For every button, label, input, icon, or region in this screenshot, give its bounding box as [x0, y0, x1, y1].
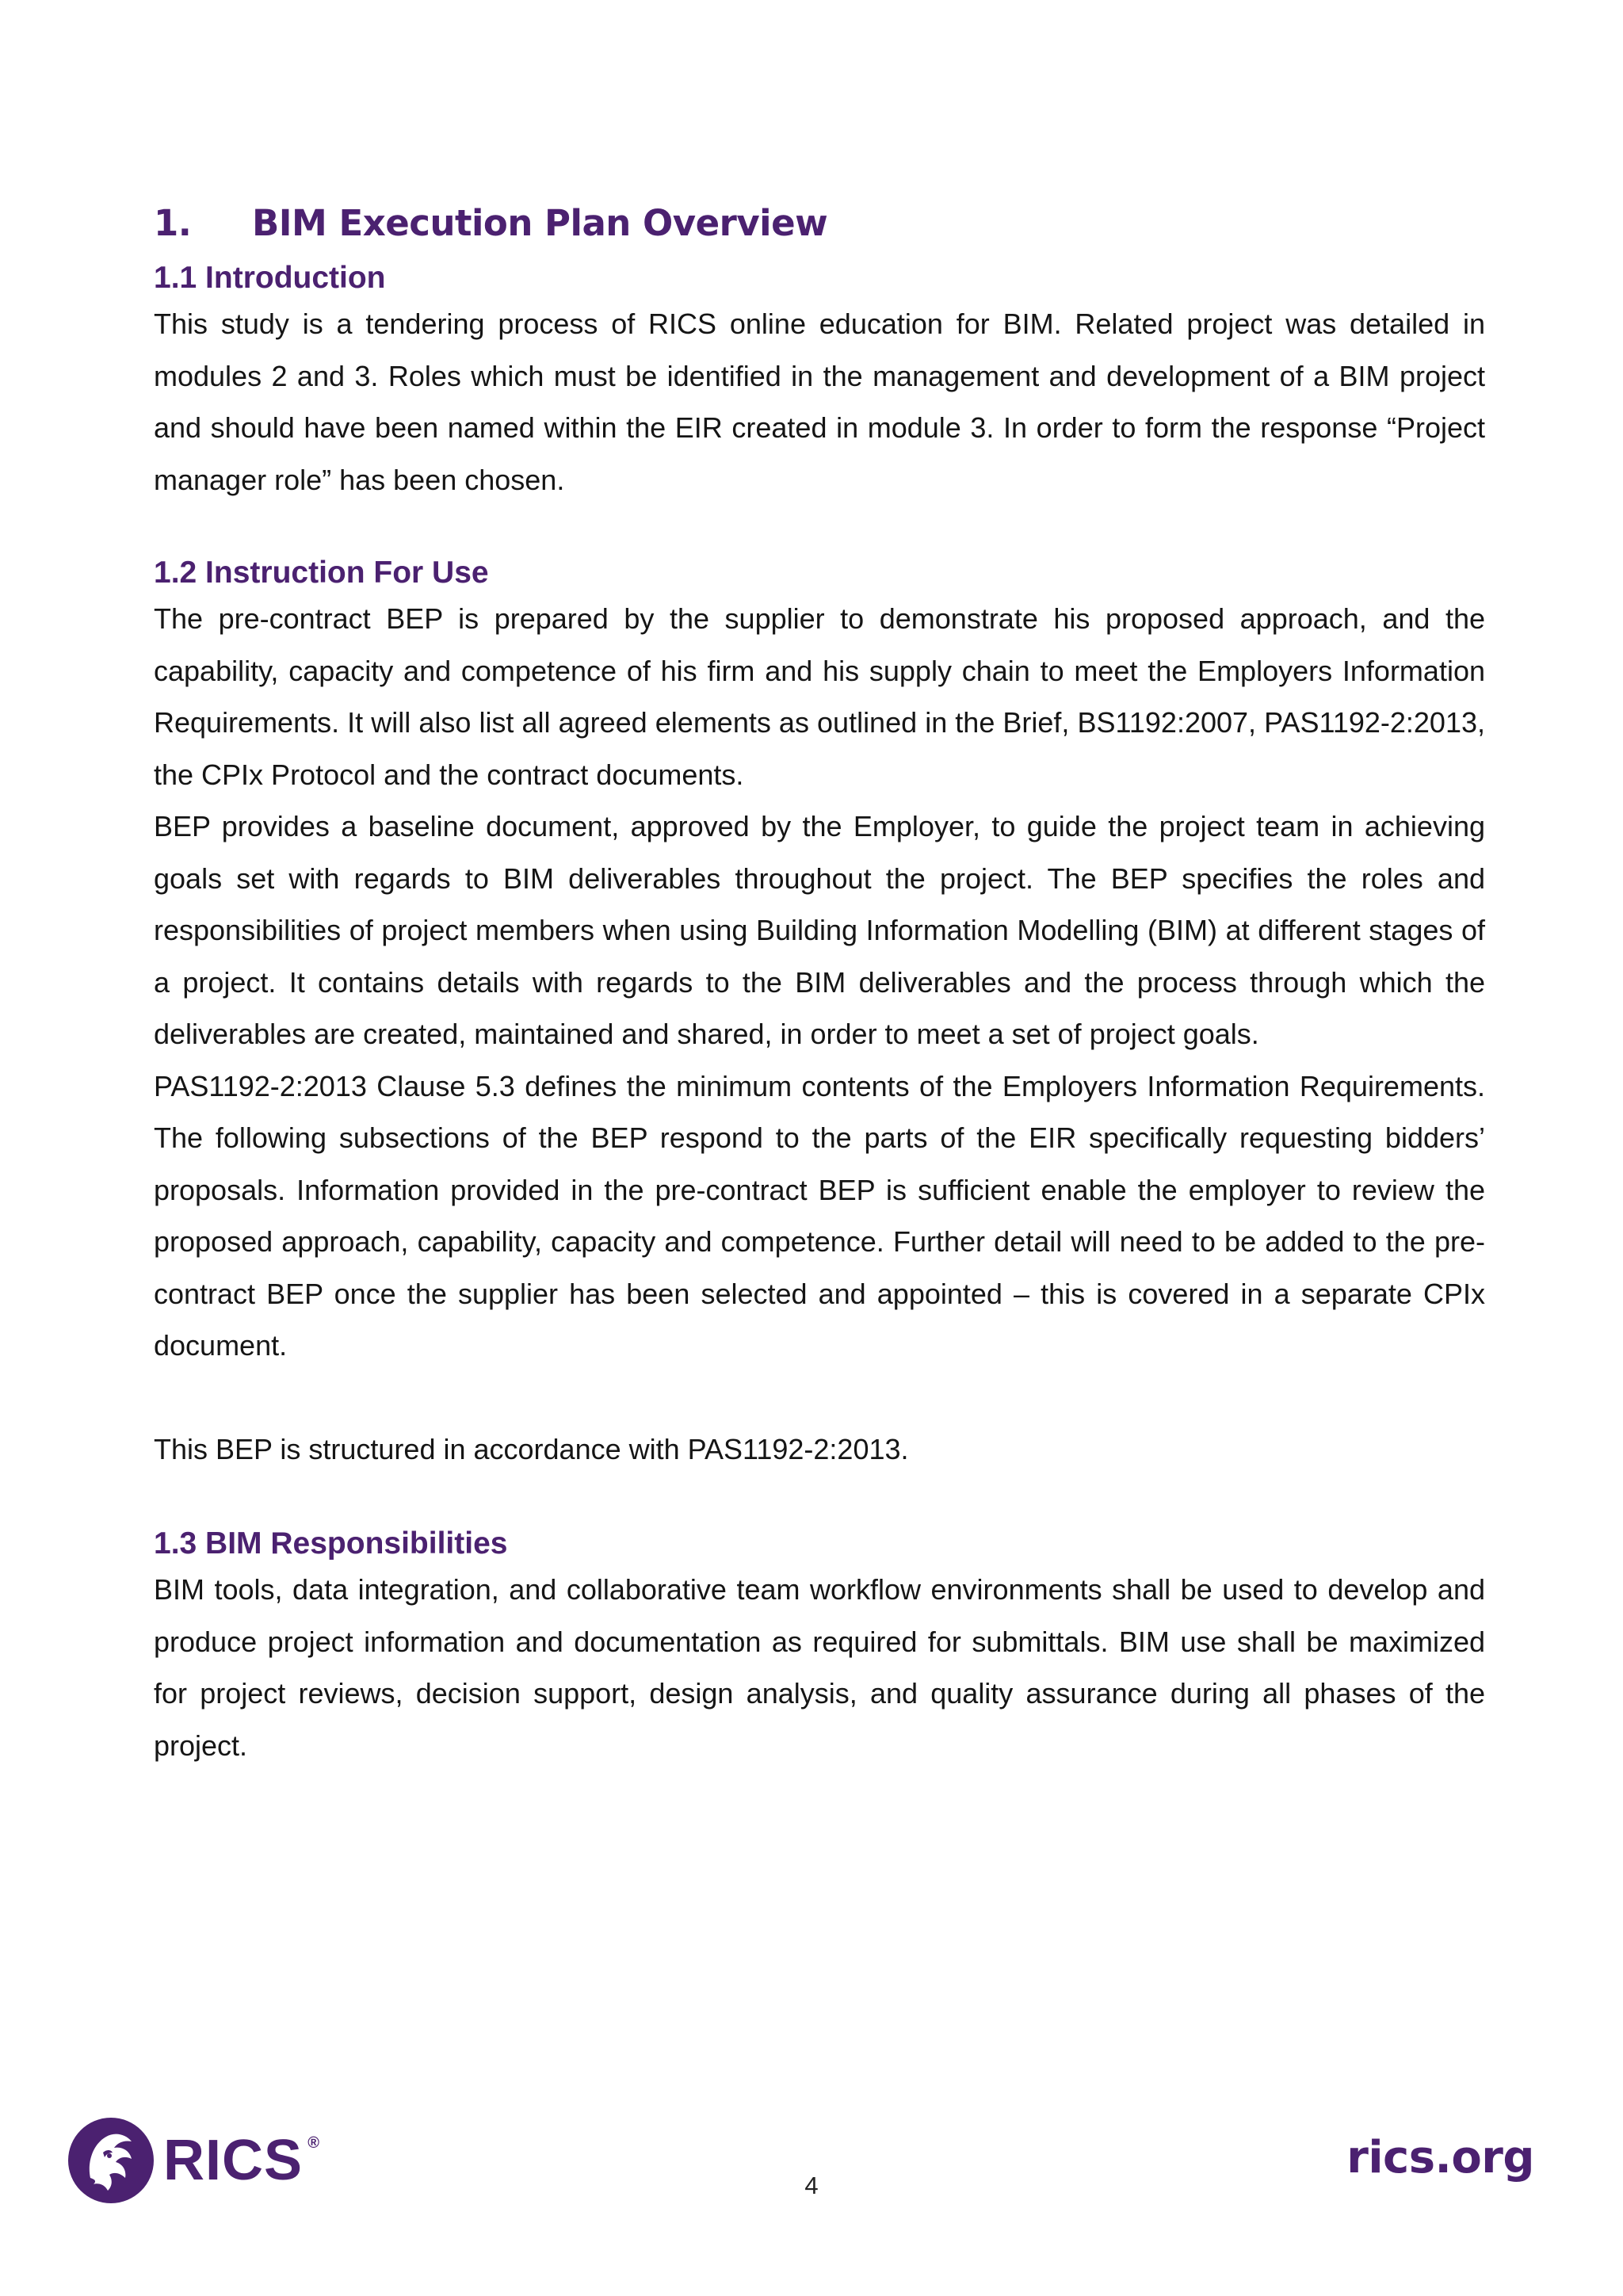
responsibilities-paragraph: BIM tools, data integration, and collaborative team workflow environments shall be used to develop and produce project information and documentation as required for submittals. BIM use shall be maximized for project reviews, decision support, design analysis, and quality assurance during all phases of the project.	[154, 1573, 1485, 1762]
subsection-heading-introduction: 1.1 Introduction	[154, 261, 386, 295]
subsection-heading-bim-responsibilities: 1.3 BIM Responsibilities	[154, 1526, 508, 1561]
instruction-paragraph-3: PAS1192-2:2013 Clause 5.3 defines the minimum contents of the Employers Information Requirements. The following subsections of the BEP respond to the parts of the EIR specifically requesting bidders’ proposals. Information provided in the pre-contract BEP is sufficient enable the employer to review the proposed approach, capability, capacity and competence. Further detail will need to be added to the pre-contract BEP once the supplier has been selected and appointed – this is covered in a separate CPIx document.	[154, 1069, 1485, 1362]
subsection-heading-instruction-for-use: 1.2 Instruction For Use	[154, 556, 489, 590]
site-url: rics.org	[1346, 2132, 1534, 2183]
instruction-paragraph-1: The pre-contract BEP is prepared by the supplier to demonstrate his proposed approach, and the capability, capacity and competence of his firm and his supply chain to meet the Employers Information Requirements. It will also list all agreed elements as outlined in the Brief, BS1192:2007, PAS1192-2:2013, the CPIx Protocol and the contract documents.	[154, 602, 1485, 791]
introduction-paragraph: This study is a tendering process of RICS online education for BIM. Related project was detailed in modules 2 and 3. Roles which must be identified in the management and development of a BIM project and should have been named within the EIR created in module 3. In order to form the response “Project manager role” has been chosen.	[154, 308, 1485, 496]
section-number: 1.	[154, 202, 192, 244]
section-title: BIM Execution Plan Overview	[252, 202, 828, 244]
spacer	[154, 1372, 1485, 1423]
spacer	[154, 506, 1485, 553]
spacer	[154, 1475, 1485, 1524]
logo-text: RICS ®	[163, 2128, 321, 2192]
section-heading	[154, 198, 1485, 249]
page-number: 4	[804, 2172, 819, 2199]
instruction-paragraph-2: BEP provides a baseline document, approved by the Employer, to guide the project team in achieving goals set with regards to BIM deliverables throughout the project. The BEP specifies the roles and responsibilities of project members when using Building Information Modelling (BIM) at different stages of a project. It contains details with regards to the BIM deliverables and the process through which the deliverables are created, maintained and shared, in order to meet a set of project goals.	[154, 810, 1485, 1050]
instruction-paragraph-4: This BEP is structured in accordance with PAS1192-2:2013.	[154, 1432, 909, 1465]
document-content	[154, 198, 1485, 1771]
